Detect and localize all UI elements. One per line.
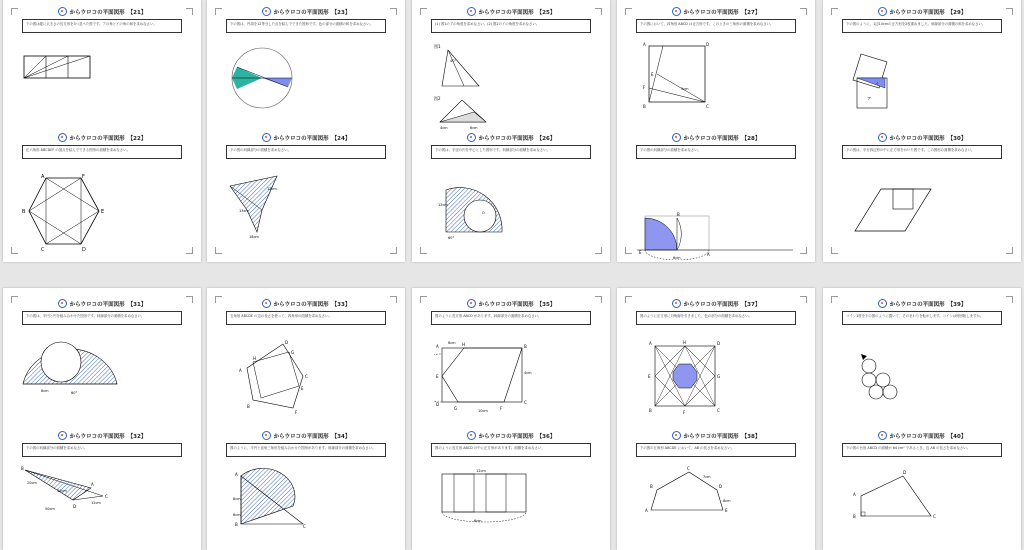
eye-logo-icon [672,133,681,142]
vertex-label: D [285,340,289,345]
vertex-label: A [41,174,45,180]
question-box: 下の図の五角形 ABCDE において、AB の長さを求めなさい。 [636,443,796,457]
vertex-label: C [41,247,45,252]
eye-logo-icon [672,299,681,308]
point-label: A [707,252,710,257]
worksheet-page-8[interactable] [412,288,610,550]
point-label: B [677,212,680,217]
figure-rectangle-squares [434,466,534,524]
vertex-label: F [295,410,298,415]
vertex-label: A [649,341,652,346]
figure-pentagon [233,338,313,418]
question-box: (1) 図1のアの角度を求めなさい。(2) 図2のイの角度を求めなさい。 [431,19,591,33]
question-box: 図のように長方形 ABCD があります。斜線部分の面積を求めなさい。 [431,311,591,325]
eye-logo-icon [58,431,67,440]
length-label: 50cm [45,507,55,511]
vertex-label: B [235,522,238,527]
crop-mark [625,247,632,254]
length-label: 10cm [478,409,488,413]
crop-mark [800,247,807,254]
eye-logo-icon [467,133,476,142]
point-label: E [639,250,642,255]
angle-label: 60° [71,391,78,395]
eye-logo-icon [467,7,476,16]
vertex-label: C [105,494,108,499]
question-box: 下の図は、円周を12等分した点を結んでできた図形です。色の部分の面積の和を求めなさい。 [226,19,386,33]
length-label: 4cm [440,126,448,130]
length-label: 5cm [681,87,689,91]
question-box: 下の図の斜線部分の面積を求めなさい。 [226,145,386,159]
question-box: 下の図において、四角形 ABCD は正方形です。このときの三角形の面積を求めなさい。 [636,19,796,33]
vertex-label: A [643,42,646,47]
problem-top: からウロコの平面図形 【33】 五角形 ABCDE の辺の長さを使って、四角形の面積を求めなさい。 [207,298,405,325]
crop-mark [390,247,397,254]
figure-rectangle-abcd [434,336,534,416]
problem-top [3,6,201,33]
vertex-label: E [648,374,651,379]
length-label: 6cm [474,519,482,523]
length-label: 6cm [41,389,49,393]
length-label: 20cm [27,481,37,485]
problem-bottom [3,132,201,159]
eye-logo-icon [878,299,887,308]
problem-title: からウロコの平面図形 【22】 [3,132,201,143]
question-box: 図のように長方形 ABCD の中に正方形があります。面積を求めなさい。 [431,443,591,457]
worksheet-page-4[interactable] [617,0,815,262]
length-label: 12cm [267,187,277,191]
vertex-label: D [436,402,440,407]
vertex-label: D [717,341,721,346]
length-label: 13cm [239,209,249,213]
vertex-label: G [717,374,721,379]
vertex-label: B [21,466,24,471]
figure-quarter-circle [637,212,797,260]
figure-semicircle-triangle [233,466,313,528]
vertex-label: D [706,42,710,47]
eye-logo-icon [878,7,887,16]
length-label: 8cm [723,499,731,503]
problem-top: からウロコの平面図形 【31】 下の図は、半円と円を組み合わせた図形です。斜線部分の面積を求めなさい。 [3,298,201,325]
figure-square-abcd [641,40,711,110]
vertex-label: A [235,472,238,477]
vertex-label: A [645,508,648,513]
vertex-label: C [524,400,527,405]
vertex-label: C [305,374,308,379]
vertex-label: B [650,484,653,489]
eye-logo-icon [58,7,67,16]
problem-top: からウロコの平面図形 【39】 コイン1枚を下の図のように置いて、そのまわりを転がします。コインは何回転しますか。 [823,298,1021,325]
vertex-label: D [903,470,907,475]
vertex-label: F [82,174,85,180]
problem-title [3,6,201,17]
eye-logo-icon [467,431,476,440]
question-box: 下の図のように、1辺10cmの正方形を2枚重ねました。斜線部分の面積の和を求めなさい。 [842,19,1002,33]
vertex-label: H [253,356,257,361]
eye-logo-icon [262,133,271,142]
worksheet-page-10[interactable] [823,288,1021,550]
figure-pentagon-abcde [645,460,735,518]
problem-bottom: からウロコの平面図形 【28】 下の図の斜線部分の面積を求めなさい。 [617,132,815,159]
question-box: 下の図は、平行四辺形の中に正方形をかいた図です。この図形の面積を求めなさい。 [842,145,1002,159]
figure-hatched-triangle [21,466,121,514]
crop-mark [215,247,222,254]
point-label: O [482,211,485,215]
question-box: 下の図の斜線部分の面積を求めなさい。 [22,443,182,457]
vertex-label: C [687,466,690,471]
worksheet-page-2[interactable] [207,0,405,262]
question-box: 五角形 ABCDE の辺の長さを使って、四角形の面積を求めなさい。 [226,311,386,325]
vertex-label: C [706,104,709,109]
eye-logo-icon [878,133,887,142]
vertex-label: E [725,508,728,513]
crop-mark [831,247,838,254]
vertex-label: B [643,104,646,109]
vertex-label: E [301,386,304,391]
problem-bottom: からウロコの平面図形 【38】 下の図の五角形 ABCDE において、AB の長さを求めなさい。 [617,430,815,457]
problem-number: 【21】 [127,9,147,16]
problem-bottom: からウロコの平面図形 【34】 図のように、半円と直角三角形を組み合わせた図形があります。斜線部分の面積を求めなさい。 [207,430,405,457]
crop-mark [11,247,18,254]
problem-top: からウロコの平面図形 【37】 図のように正方形に対角線を引きました。色の部分の面積を求めなさい。 [617,298,815,325]
eye-logo-icon [672,431,681,440]
figure-label: 図1 [434,44,441,49]
vertex-label: G [454,406,458,411]
length-label: 12cm [91,501,101,505]
vertex-label: H [683,340,687,345]
vertex-label: B [524,344,527,349]
question-box: 下の図の斜線部分の面積を求めなさい。 [636,145,796,159]
question-box: 下の図は、半径の円を中心とした図形です。斜線部分の面積を求めなさい。 [431,145,591,159]
problem-bottom: からウロコの平面図形 【26】 下の図は、半径の円を中心とした図形です。斜線部分の面積を求めなさい。 [412,132,610,159]
vertex-label: F [643,85,646,90]
vertex-label: B [853,514,856,518]
figure-semicircle [19,336,119,398]
problem-top: からウロコの平面図形 【27】 下の図において、四角形 ABCD は正方形です。このときの三角形の面積を求めなさい。 [617,6,815,33]
problem-bottom: からウロコの平面図形 【36】 図のように長方形 ABCD の中に正方形があります。面積を求めなさい。 [412,430,610,457]
length-label: 7cm [703,475,711,479]
angle-label: 40° [450,59,457,63]
vertex-label: D [82,247,86,252]
region-label: イ [875,81,879,86]
crop-mark [595,247,602,254]
worksheet-page-1[interactable] [3,0,201,262]
vertex-label: C [303,524,306,528]
problem-bottom: からウロコの平面図形 【30】 下の図は、平行四辺形の中に正方形をかいた図です。この図形の面積を求めなさい。 [823,132,1021,159]
length-label: 6cm [233,513,241,517]
figure-coins [857,350,907,400]
region-label: ア [867,96,871,101]
worksheet-page-3[interactable] [412,0,610,262]
problem-bottom: からウロコの平面図形 【24】 下の図の斜線部分の面積を求めなさい。 [207,132,405,159]
vertex-label: D [73,504,77,509]
vertex-label: A [853,492,856,497]
worksheet-page-7[interactable] [207,288,405,550]
figure-circle-12 [229,45,299,115]
crop-mark [186,247,193,254]
vertex-label: F [500,406,503,411]
figure-label: 図2 [434,96,441,101]
vertex-label: F [683,410,686,415]
eye-logo-icon [58,299,67,308]
figure-octagon-star [645,336,725,416]
vertex-label: E [101,209,105,215]
vertex-label: B [22,209,26,215]
length-label: 6cm [673,256,681,260]
figure-triangles [434,42,494,130]
angle-label: 60° [448,236,455,240]
question-box: 下の図の台形 ABCD の面積が 64 cm² であるとき、辺 AB の長さを求めなさい。 [842,443,1002,457]
length-label: 4cm [524,371,532,375]
vertex-label: B [649,408,652,413]
problem-top: からウロコの平面図形 【35】 図のように長方形 ABCD があります。斜線部分の面積を求めなさい。 [412,298,610,325]
question-box: 正六角形 ABCDEF の頂点を結んでできる図形の面積を求めなさい。 [22,145,182,159]
vertex-label: C [717,408,720,413]
vertex-label: C [933,514,936,518]
length-label: 18cm [249,235,259,239]
figure-sector [436,170,512,240]
eye-logo-icon [467,299,476,308]
vertex-label: A [436,344,439,349]
eye-logo-icon [262,299,271,308]
figure-hexagon [21,172,111,252]
question-box: 下の図は縦に大きさの長方形を3つ並べた図です。アの角とイの角の和を求めなさい。 [22,19,182,33]
problem-bottom: からウロコの平面図形 【32】 下の図の斜線部分の面積を求めなさい。 [3,430,201,457]
problem-top: からウロコの平面図形 【25】 (1) 図1のアの角度を求めなさい。(2) 図2のイの角度を求めなさい。 [412,6,610,33]
vertex-label: A [91,482,94,487]
problem-bottom: からウロコの平面図形 【40】 下の図の台形 ABCD の面積が 64 cm² であるとき、辺 AB の長さを求めなさい。 [823,430,1021,457]
figure-trapezoid [851,468,941,518]
vertex-label: H [462,342,466,347]
eye-logo-icon [672,7,681,16]
vertex-label: D [719,484,723,489]
length-label: 12cm [476,469,486,473]
worksheet-page-5[interactable] [823,0,1021,262]
length-label: 10cm [57,489,67,493]
vertex-label: E [436,374,439,379]
question-box: コイン1枚を下の図のように置いて、そのまわりを転がします。コインは何回転しますか。 [842,311,1002,325]
series-name: からウロコの平面図形 [69,9,125,16]
vertex-label: B [247,404,250,409]
crop-mark [1006,247,1013,254]
question-box: 下の図は、半円と円を組み合わせた図形です。斜線部分の面積を求めなさい。 [22,311,182,325]
vertex-label: G [291,350,295,355]
vertex-label: A [239,368,242,373]
crop-mark [420,247,427,254]
figure-overlapping-squares [851,50,901,110]
vertex-label: E [651,72,654,77]
problem-top: からウロコの平面図形 【23】 下の図は、円周を12等分した点を結んでできた図形です。色の部分の面積の和を求めなさい。 [207,6,405,33]
question-box: 図のように正方形に対角線を引きました。色の部分の面積を求めなさい。 [636,311,796,325]
figure-rectangles [23,55,93,81]
eye-logo-icon [262,431,271,440]
eye-logo-icon [262,7,271,16]
length-label: 8cm [233,497,241,501]
worksheet-page-6[interactable] [3,288,201,550]
eye-logo-icon [58,133,67,142]
problem-top: からウロコの平面図形 【29】 下の図のように、1辺10cmの正方形を2枚重ねました。斜線部分の面積の和を求めなさい。 [823,6,1021,33]
worksheet-page-9[interactable] [617,288,815,550]
figure-parallelogram [853,185,933,235]
length-label: 12cm [438,203,448,207]
eye-logo-icon [878,431,887,440]
length-label: 6cm [470,126,478,130]
length-label: 6cm [448,341,456,345]
figure-kite [227,172,297,240]
question-box: 図のように、半円と直角三角形を組み合わせた図形があります。斜線部分の面積を求めなさい。 [226,443,386,457]
